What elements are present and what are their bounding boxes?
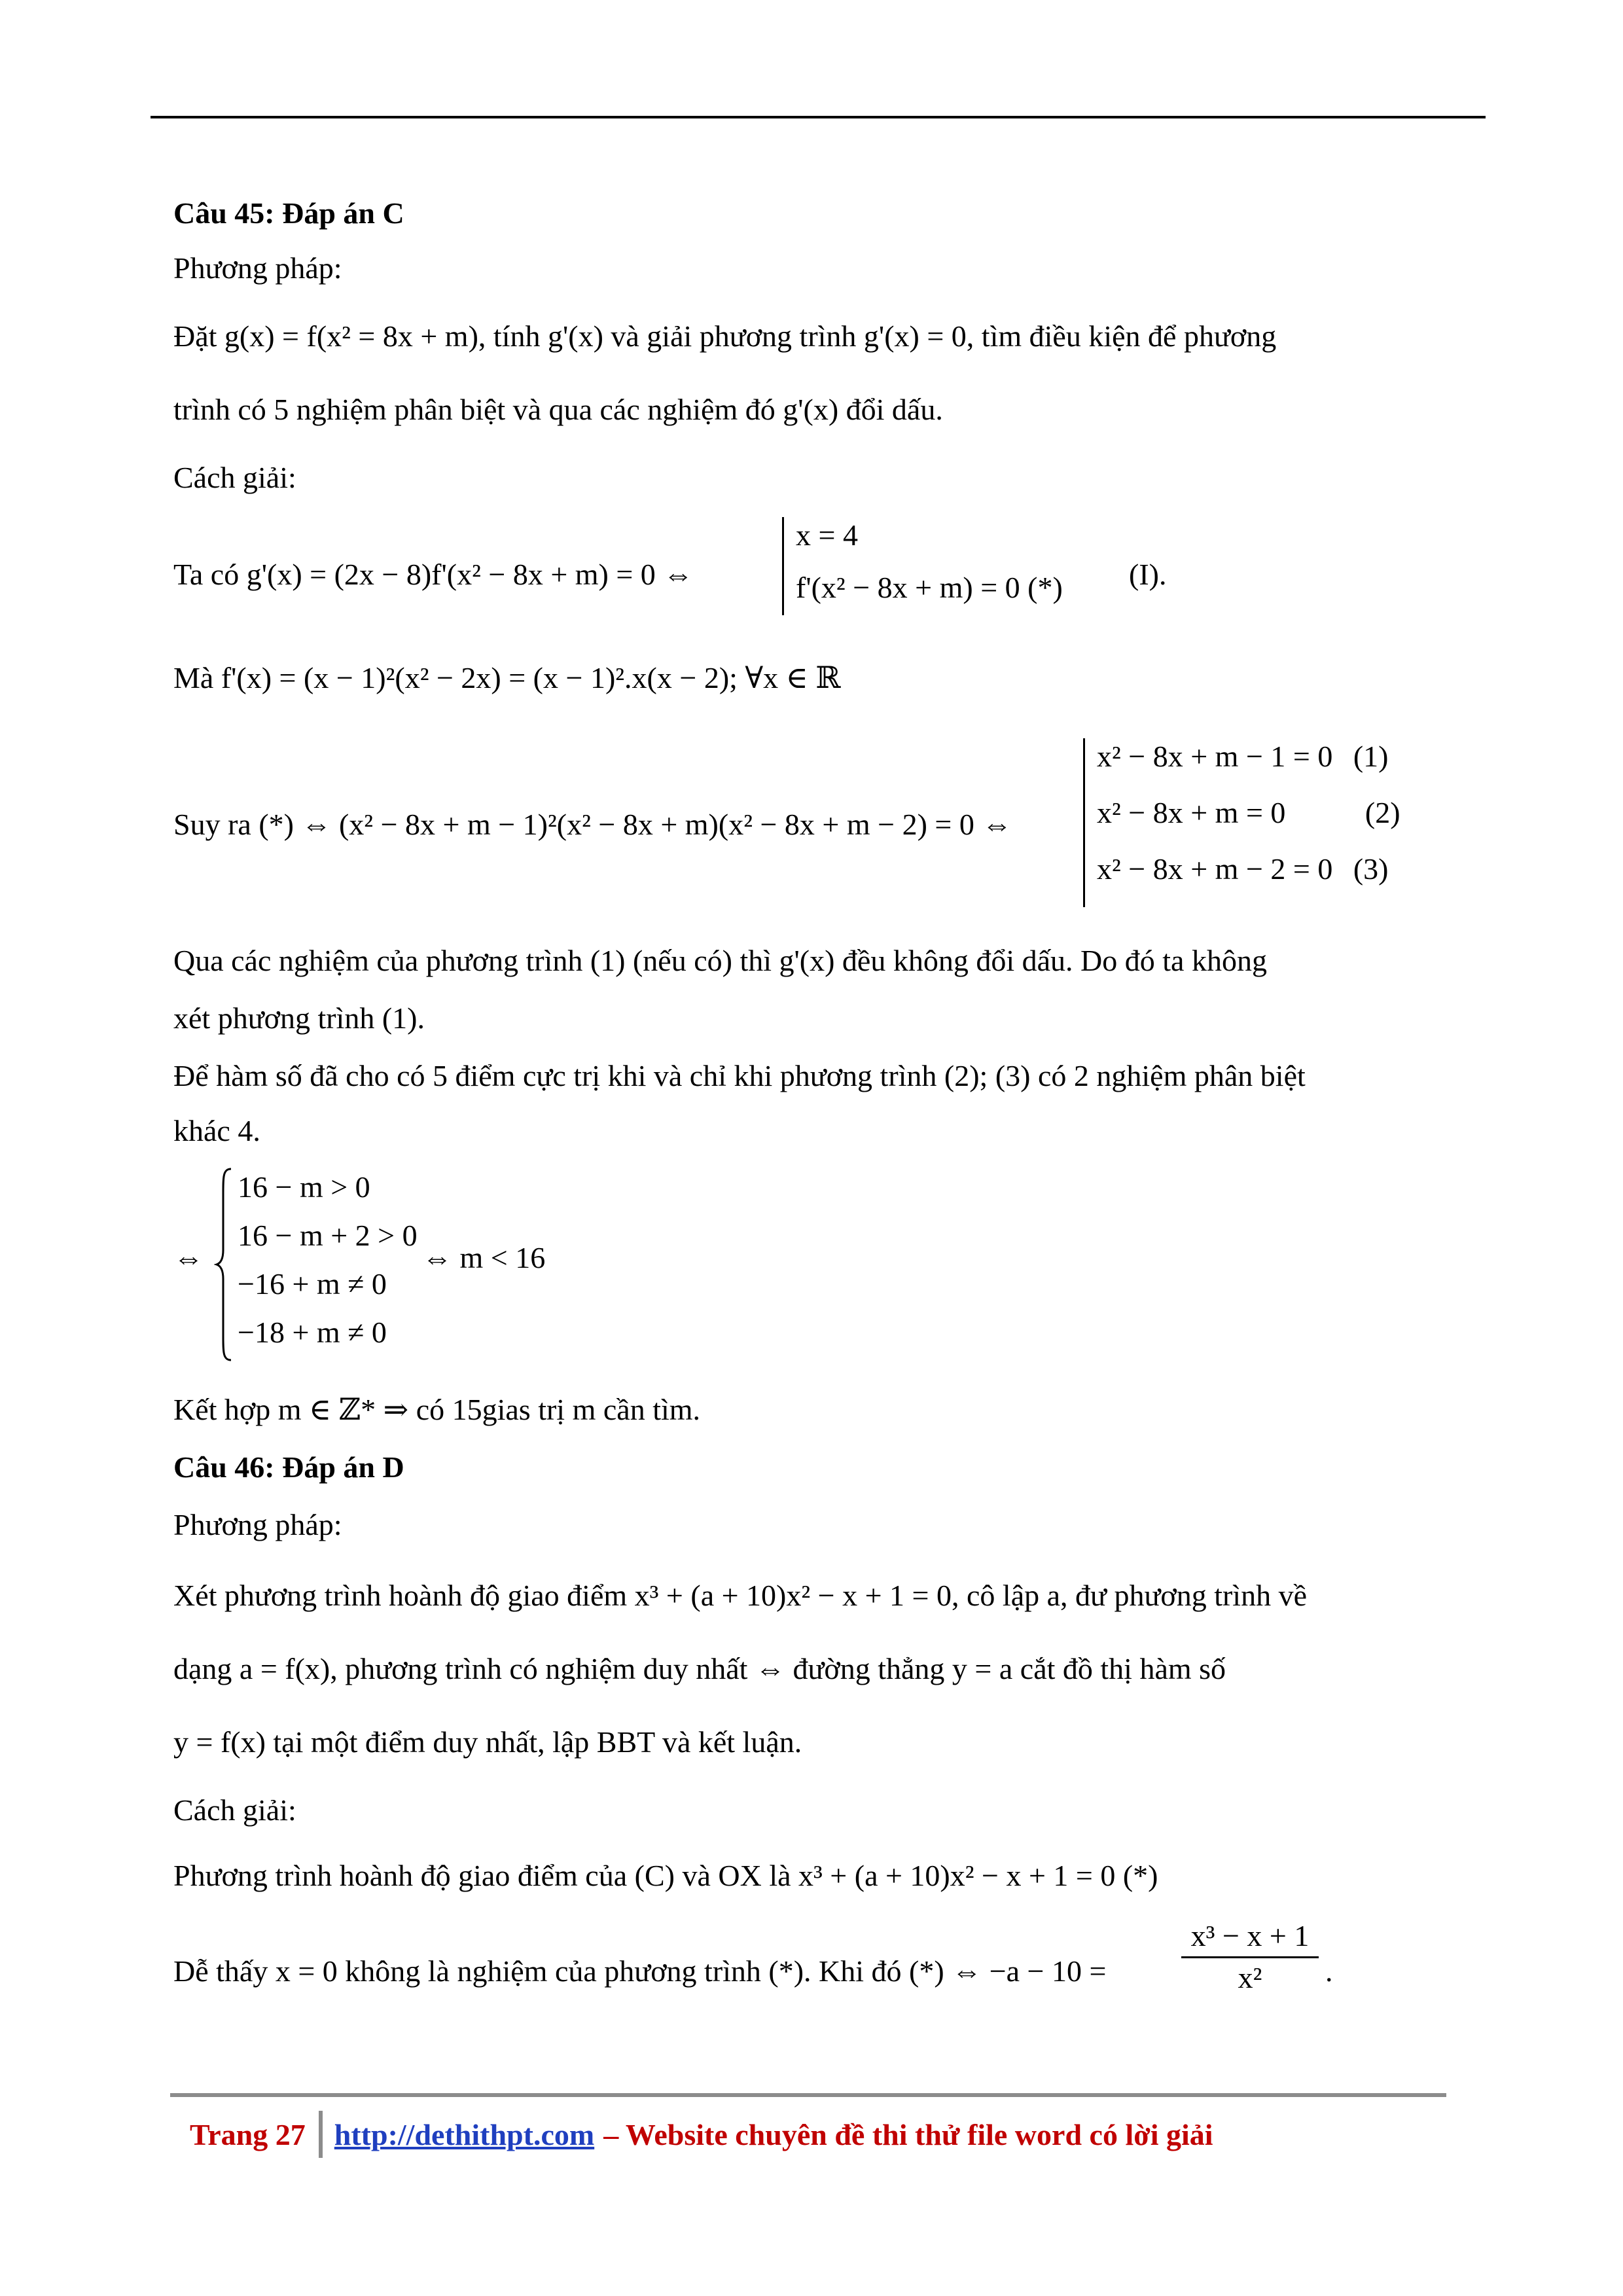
q46-method-text-1: Xét phương trình hoành độ giao điểm x³ + (a + 10)x² − x + 1 = 0, cô lập a, đư phương trình về (173, 1579, 1308, 1612)
q45-para-1b: xét phương trình (1). (173, 1001, 425, 1035)
q45-suy-ra-case-3 (1097, 851, 1400, 907)
system-row-4: −18 + m ≠ 0 (238, 1316, 387, 1349)
q46-sol-line-2-prefix: Dễ thấy x = 0 không là nghiệm của phương trình (*). Khi đó (*) ⇔ −a − 10 = (173, 1954, 1107, 1988)
q45-para-1a: Qua các nghiệm của phương trình (1) (nếu có) thì g'(x) đều không đổi dấu. Do đó ta không (173, 944, 1267, 977)
q46-sol-line-2-suffix: . (1325, 1954, 1333, 1988)
q46-method-text-3: y = f(x) tại một điểm duy nhất, lập BBT và kết luận. (173, 1725, 802, 1759)
q45-suy-ra-case-2 (1097, 795, 1400, 851)
q45-method-text-1: Đặt g(x) = f(x² = 8x + m), tính g'(x) và giải phương trình g'(x) = 0, tìm điều kiện để phương (173, 319, 1277, 353)
q45-ta-co-case-2: f'(x² − 8x + m) = 0 (*) (796, 571, 1063, 604)
q46-fraction (1181, 1918, 1319, 1996)
q45-ma-line: Mà f'(x) = (x − 1)²(x² − 2x) = (x − 1)².x(x − 2); ∀x ∈ ℝ (173, 661, 841, 694)
q45-ta-co-prefix: Ta có g'(x) = (2x − 8)f'(x² − 8x + m) = 0 ⇔ (173, 558, 694, 591)
q46-method-label: Phương pháp: (173, 1508, 342, 1541)
header-rule (151, 116, 1486, 118)
fraction-numerator: x³ − x + 1 (1181, 1918, 1319, 1958)
q46-sol-line-1: Phương trình hoành độ giao điểm của (C) và OX là x³ + (a + 10)x² − x + 1 = 0 (*) (173, 1859, 1158, 1892)
curly-brace-icon (214, 1166, 234, 1363)
q45-system-rows (238, 1169, 418, 1363)
q45-ta-co-cases (782, 517, 1063, 615)
q45-method-label: Phương pháp: (173, 251, 342, 285)
q46-solution-label: Cách giải: (173, 1793, 296, 1827)
q45-conclusion: Kết hợp m ∈ ℤ* ⇒ có 15gias trị m cần tìm. (173, 1393, 701, 1426)
footer-rule (170, 2093, 1446, 2097)
system-row-3: −16 + m ≠ 0 (238, 1267, 387, 1300)
q45-suy-ra-prefix: Suy ra (*) ⇔ (x² − 8x + m − 1)²(x² − 8x + m)(x² − 8x + m − 2) = 0 ⇔ (173, 808, 1012, 841)
case-1-tag: (1) (1353, 740, 1389, 773)
q45-title: Câu 45: Đáp án C (173, 196, 404, 230)
fraction-denominator: x² (1238, 1961, 1262, 1995)
case-1-eq: x² − 8x + m − 1 = 0 (1097, 740, 1333, 773)
footer-divider (319, 2111, 323, 2158)
q45-system-result: ⇔ m < 16 (422, 1241, 546, 1274)
q45-solution-label: Cách giải: (173, 461, 296, 494)
q45-method-text-2: trình có 5 nghiệm phân biệt và qua các nghiệm đó g'(x) đổi dấu. (173, 393, 943, 426)
q45-ta-co-case-1: x = 4 (796, 518, 858, 552)
q45-para-2a: Để hàm số đã cho có 5 điểm cực trị khi và chỉ khi phương trình (2); (3) có 2 nghiệm phân biệt (173, 1059, 1306, 1092)
website-link[interactable]: http://dethithpt.com (334, 2117, 595, 2151)
system-row-2: 16 − m + 2 > 0 (238, 1219, 418, 1252)
case-2-eq: x² − 8x + m = 0 (1097, 796, 1286, 829)
q46-method-text-2: dạng a = f(x), phương trình có nghiệm duy nhất ⇔ đường thẳng y = a cắt đồ thị hàm số (173, 1652, 1226, 1685)
q45-suy-ra-cases (1083, 738, 1400, 907)
case-3-eq: x² − 8x + m − 2 = 0 (1097, 852, 1333, 886)
page-footer (190, 2111, 1213, 2158)
case-2-tag: (2) (1364, 796, 1400, 829)
q46-title: Câu 46: Đáp án D (173, 1450, 404, 1484)
system-row-1: 16 − m > 0 (238, 1170, 370, 1204)
page-number: Trang 27 (190, 2117, 306, 2151)
q45-ta-co-suffix: (I). (1129, 558, 1167, 591)
q45-system-prefix: ⇔ (173, 1241, 204, 1274)
footer-tagline: – Website chuyên đề thi thử file word có lời giải (603, 2117, 1213, 2151)
q45-para-2b: khác 4. (173, 1114, 260, 1147)
case-3-tag: (3) (1353, 852, 1389, 886)
q45-suy-ra-case-1 (1097, 738, 1400, 795)
